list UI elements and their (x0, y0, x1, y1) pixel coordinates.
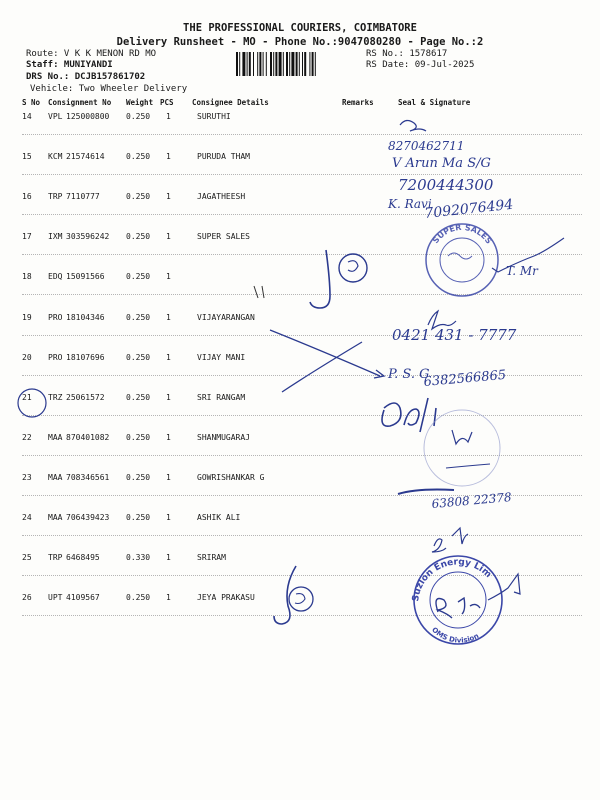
suzlon-division-text: OMS Division (430, 625, 481, 645)
rs-number: RS No.: 1578617 (366, 49, 448, 59)
cell-prefix: VPL (48, 112, 63, 121)
cell-sno: 21 (22, 392, 32, 402)
cell-weight: 0.250 (126, 192, 151, 202)
row-divider (22, 214, 582, 215)
col-header-pcs: PCS (160, 98, 174, 107)
cell-pcs: 1 (166, 513, 171, 522)
cell-consignee: SRIRAM (197, 553, 226, 563)
barcode-bar (304, 52, 306, 76)
cell-weight: 0.250 (126, 513, 151, 522)
barcode-bar (249, 52, 251, 76)
rs-date: RS Date: 09-Jul-2025 (366, 60, 475, 70)
col-header-consignee: Consignee Details (192, 98, 269, 107)
cell-number: 7110777 (66, 192, 100, 202)
col-header-remarks: Remarks (342, 98, 374, 107)
staff-label: Staff: MUNIYANDI (26, 60, 113, 70)
cell-sno: 19 (22, 312, 32, 322)
cell-weight: 0.250 (126, 392, 151, 402)
row-divider (22, 174, 582, 175)
cell-weight: 0.250 (126, 312, 151, 322)
cell-weight: 0.250 (126, 593, 151, 603)
barcode-bar (279, 52, 282, 76)
barcode-bar (302, 52, 303, 76)
super-sales-stamp-text: SUPER SALES (431, 222, 494, 246)
barcode-bar (239, 52, 240, 76)
row-divider (22, 455, 582, 456)
col-header-consignment: Consignment No (48, 98, 112, 107)
barcode-bar (247, 52, 248, 76)
barcode (236, 52, 358, 76)
table-row (0, 313, 600, 353)
cell-pcs: 1 (166, 312, 171, 322)
cell-prefix: TRP (48, 192, 63, 202)
cell-weight: 0.250 (126, 152, 151, 162)
document-title: THE PROFESSIONAL COURIERS, COIMBATORE (183, 22, 417, 34)
row-divider (22, 254, 582, 255)
row-divider (22, 294, 582, 295)
handwritten-phone-6: 63808 22378 (431, 490, 513, 511)
cell-weight: 0.250 (126, 472, 151, 482)
cell-sno: 25 (22, 553, 32, 563)
cell-pcs: 1 (166, 472, 171, 482)
cell-weight: 0.250 (126, 112, 151, 121)
cell-prefix: UPT (48, 593, 63, 603)
document-subtitle: Delivery Runsheet - MO - Phone No.:9047080280 - Page No.:2 (116, 36, 484, 48)
row-divider (22, 134, 582, 135)
cell-pcs: 1 (166, 392, 171, 402)
row-divider (22, 575, 582, 576)
cell-sno: 16 (22, 192, 32, 202)
cell-number: 706439423 (66, 513, 110, 522)
suzlon-stamp-text: Suzlon Energy Lim (411, 557, 493, 603)
table-row (0, 192, 600, 232)
cell-number: 125000800 (66, 112, 110, 121)
cell-consignee: JAGATHEESH (197, 192, 246, 202)
cell-consignee: SHANMUGARAJ (197, 432, 250, 442)
cell-number: 6468495 (66, 553, 100, 563)
barcode-bar (236, 52, 238, 76)
cell-consignee: SRI RANGAM (197, 392, 246, 402)
cell-weight: 0.250 (126, 432, 151, 442)
cell-sno: 23 (22, 472, 32, 482)
cell-pcs: 1 (166, 232, 171, 242)
handwritten-initials-1: T. Mr (506, 264, 538, 278)
cell-consignee: GOWRISHANKAR G (197, 472, 265, 482)
cell-pcs: 1 (166, 152, 171, 162)
table-row (0, 393, 600, 433)
handwritten-name-2: K. Ravi (388, 197, 432, 211)
table-row (0, 433, 600, 473)
barcode-bar (263, 52, 264, 76)
route-label: Route: V K K MENON RD MO (26, 49, 157, 59)
cell-prefix: MAA (48, 472, 63, 482)
table-row (0, 513, 600, 553)
cell-weight: 0.250 (126, 272, 151, 282)
cell-number: 15091566 (66, 272, 105, 282)
cell-prefix: EDQ (48, 272, 63, 282)
cell-prefix: TRZ (48, 392, 63, 402)
cell-weight: 0.330 (126, 553, 151, 563)
cell-sno: 22 (22, 432, 32, 442)
cell-sno: 24 (22, 513, 32, 522)
barcode-bar (266, 52, 267, 76)
vehicle-label: Vehicle: Two Wheeler Delivery (30, 84, 188, 94)
cell-sno: 26 (22, 593, 32, 603)
barcode-bar (309, 52, 310, 76)
cell-consignee: VIJAY MANI (197, 352, 246, 362)
handwritten-phone-5: 6382566865 (423, 367, 507, 390)
barcode-bar (315, 52, 316, 76)
cell-number: 18107696 (66, 352, 105, 362)
table-row (0, 593, 600, 633)
barcode-bar (296, 52, 298, 76)
cell-pcs: 1 (166, 553, 171, 563)
cell-number: 4109567 (66, 593, 100, 603)
table-row (0, 473, 600, 513)
table-row (0, 353, 600, 393)
cell-weight: 0.250 (126, 352, 151, 362)
barcode-bar (270, 52, 272, 76)
drs-label: DRS No.: DCJB157861702 (26, 72, 146, 82)
cell-prefix: IXM (48, 232, 63, 242)
barcode-bar (259, 52, 261, 76)
barcode-bar (299, 52, 300, 76)
cell-prefix: MAA (48, 513, 63, 522)
table-row (0, 553, 600, 593)
cell-consignee: JEYA PRAKASU (197, 593, 255, 603)
handwritten-name-3: P. S. G (388, 367, 430, 382)
cell-consignee: SUPER SALES (197, 232, 250, 242)
cell-number: 21574614 (66, 152, 105, 162)
handwritten-phone-2: 7200444300 (398, 176, 494, 194)
cell-sno: 17 (22, 232, 32, 242)
handwritten-phone-1: 8270462711 (388, 139, 465, 153)
cell-number: 708346561 (66, 472, 110, 482)
barcode-bar (253, 52, 254, 76)
handwritten-name-1: V Arun Ma S/G (392, 156, 491, 171)
cell-sno: 18 (22, 272, 32, 282)
barcode-bar (273, 52, 274, 76)
handwritten-phone-3: 7092076494 (423, 196, 515, 222)
cell-pcs: 1 (166, 112, 171, 121)
barcode-bar (257, 52, 258, 76)
row-divider (22, 335, 582, 336)
row-divider (22, 615, 582, 616)
cell-sno: 15 (22, 152, 32, 162)
table-row (0, 232, 600, 272)
row-divider (22, 535, 582, 536)
barcode-bar (286, 52, 288, 76)
cell-prefix: PRO (48, 352, 63, 362)
cell-pcs: 1 (166, 352, 171, 362)
barcode-bar (275, 52, 277, 76)
col-header-weight: Weight (126, 98, 154, 107)
cell-pcs: 1 (166, 593, 171, 603)
cell-prefix: KCM (48, 152, 63, 162)
barcode-bar (312, 52, 314, 76)
row-divider (22, 415, 582, 416)
cell-number: 18104346 (66, 312, 105, 322)
barcode-bar (291, 52, 294, 76)
cell-number: 25061572 (66, 392, 105, 402)
cell-number: 303596242 (66, 232, 110, 242)
cell-prefix: TRP (48, 553, 63, 563)
barcode-bar (242, 52, 245, 76)
cell-number: 870401082 (66, 432, 110, 442)
cell-pcs: 1 (166, 192, 171, 202)
handwritten-phone-4: 0421 431 - 7777 (392, 326, 517, 344)
cell-pcs: 1 (166, 432, 171, 442)
barcode-bar (289, 52, 290, 76)
table-row (0, 152, 600, 192)
cell-consignee: VIJAYARANGAN (197, 312, 255, 322)
table-row (0, 112, 600, 152)
cell-sno: 20 (22, 352, 32, 362)
cell-consignee: PURUDA THAM (197, 152, 250, 162)
cell-pcs: 1 (166, 272, 171, 282)
cell-sno: 14 (22, 112, 32, 121)
barcode-bar (283, 52, 284, 76)
cell-consignee: ASHIK ALI (197, 513, 241, 522)
cell-prefix: PRO (48, 312, 63, 322)
col-header-sno: S No (22, 98, 41, 107)
cell-prefix: MAA (48, 432, 63, 442)
cell-consignee: SURUTHI (197, 112, 231, 121)
row-divider (22, 375, 582, 376)
row-divider (22, 495, 582, 496)
cell-weight: 0.250 (126, 232, 151, 242)
col-header-seal: Seal & Signature (398, 98, 471, 107)
table-row (0, 272, 600, 312)
